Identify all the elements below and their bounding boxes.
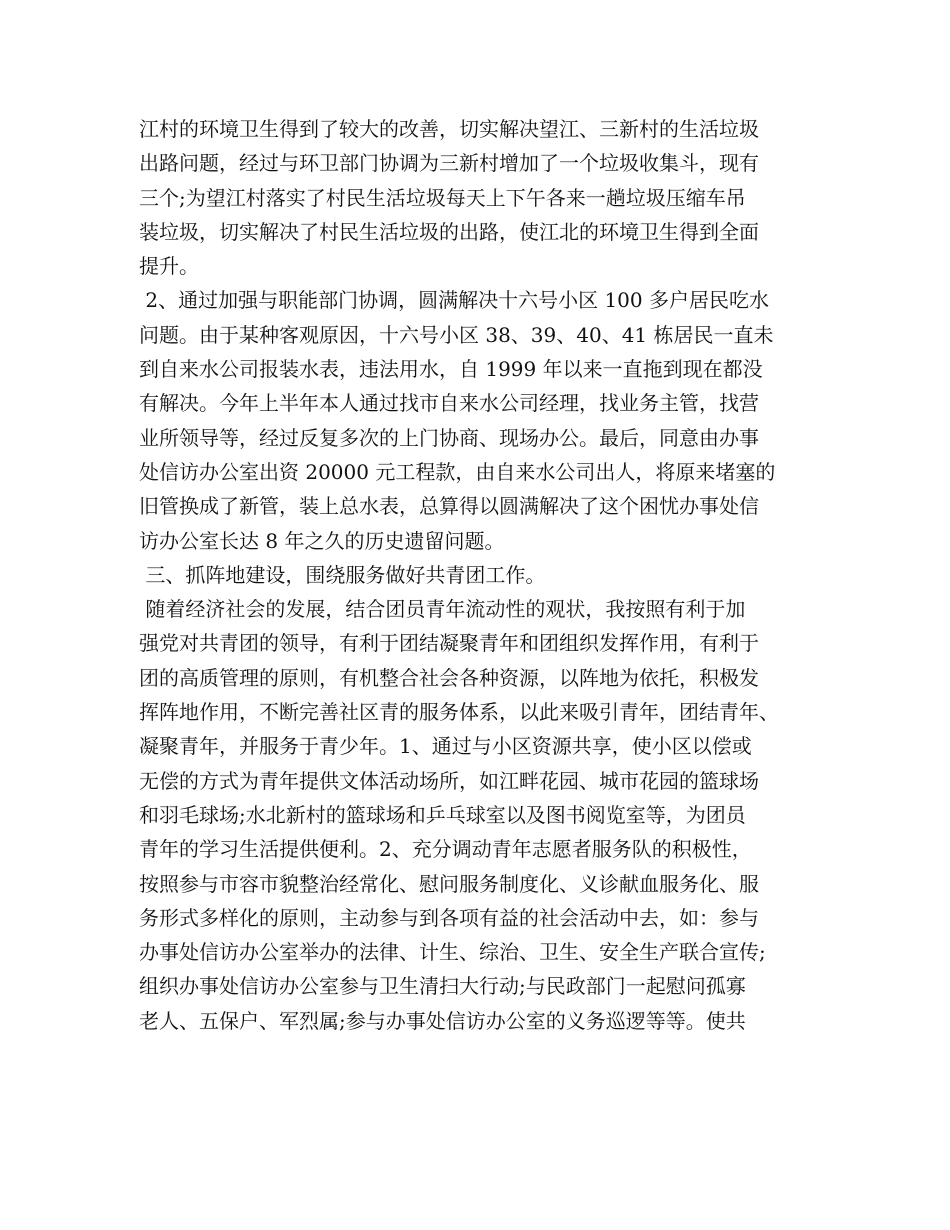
text-line: 组织办事处信访办公室参与卫生清扫大行动;与民政部门一起慰问孤寡	[139, 974, 746, 999]
text-line: 凝聚青年，并服务于青少年。1、通过与小区资源共享，使小区以偿或	[139, 734, 752, 759]
text-line: 装垃圾，切实解决了村民生活垃圾的出路，使江北的环境卫生得到全面	[139, 219, 759, 244]
section-heading: 三、抓阵地建设，围绕服务做好共青团工作。	[139, 562, 546, 587]
text-line: 青年的学习生活提供便利。2、充分调动青年志愿者服务队的积极性，	[139, 837, 752, 862]
text-line: 老人、五保户、军烈属;参与办事处信访办公室的义务巡逻等等。使共	[139, 1008, 746, 1033]
text-line: 访办公室长达 8 年之久的历史遗留问题。	[139, 528, 505, 553]
text-line: 按照参与市容市貌整治经常化、慰问服务制度化、义诊献血服务化、服	[139, 871, 759, 896]
text-line: 强党对共青团的领导，有利于团结凝聚青年和团组织发挥作用，有利于	[139, 631, 759, 656]
text-line: 出路问题，经过与环卫部门协调为三新村增加了一个垃圾收集斗，现有	[139, 151, 759, 176]
text-line: 办事处信访办公室举办的法律、计生、综治、卫生、安全生产联合宣传;	[139, 940, 766, 965]
text-line: 到自来水公司报装水表，违法用水，自 1999 年以来一直拖到现在都没	[139, 357, 763, 382]
text-line: 三个;为望江村落实了村民生活垃圾每天上下午各来一趟垃圾压缩车吊	[139, 185, 746, 210]
text-line: 旧管换成了新管，装上总水表，总算得以圆满解决了这个困忧办事处信	[139, 494, 759, 519]
text-line: 问题。由于某种客观原因，十六号小区 38、39、40、41 栋居民一直未	[139, 322, 774, 347]
text-line: 业所领导等，经过反复多次的上门协商、现场办公。最后，同意由办事	[139, 425, 759, 450]
text-line: 和羽毛球场;水北新村的篮球场和乒乓球室以及图书阅览室等，为团员	[139, 802, 746, 827]
text-line: 2、通过加强与职能部门协调，圆满解决十六号小区 100 多户居民吃水	[139, 288, 769, 313]
text-line: 挥阵地作用，不断完善社区青的服务体系，以此来吸引青年，团结青年、	[139, 700, 779, 725]
text-line: 随着经济社会的发展，结合团员青年流动性的观状，我按照有利于加	[139, 597, 746, 622]
text-line: 提升。	[139, 254, 199, 279]
text-line: 有解决。今年上半年本人通过找市自来水公司经理，找业务主管，找营	[139, 391, 759, 416]
text-line: 团的高质管理的原则，有机整合社会各种资源，以阵地为依托，积极发	[139, 665, 759, 690]
text-line: 务形式多样化的原则，主动参与到各项有益的社会活动中去，如：参与	[139, 905, 759, 930]
text-line: 无偿的方式为青年提供文体活动场所，如江畔花园、城市花园的篮球场	[139, 768, 759, 793]
text-line: 处信访办公室出资 20000 元工程款，由自来水公司出人，将原来堵塞的	[139, 459, 776, 484]
document-body	[139, 112, 829, 1038]
text-line: 江村的环境卫生得到了较大的改善，切实解决望江、三新村的生活垃圾	[139, 117, 759, 141]
